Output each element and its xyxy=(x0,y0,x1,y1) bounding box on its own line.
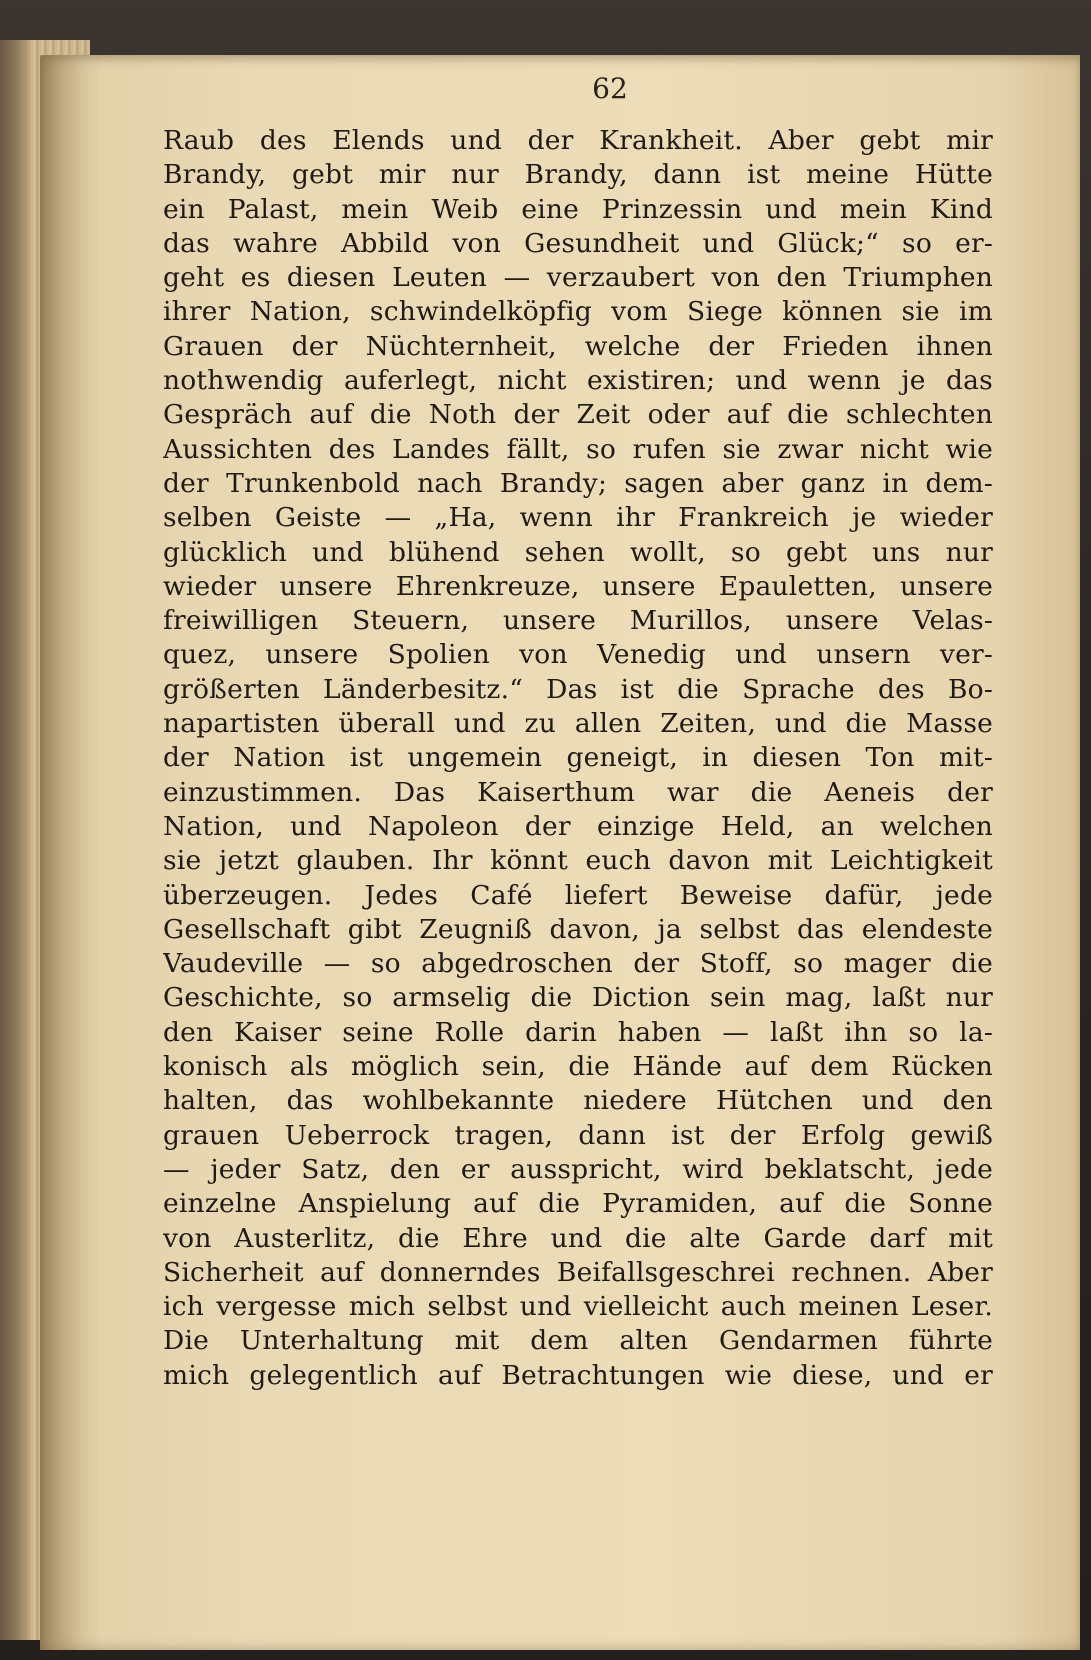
text-line: einzustimmen. Das Kaiserthum war die Aeneis der xyxy=(163,776,993,808)
text-line: — jeder Satz, den er ausspricht, wird beklatscht, jede xyxy=(163,1153,993,1185)
text-line: Vaudeville — so abgedroschen der Stoff, so mager die xyxy=(163,948,993,980)
text-line: freiwilligen Steuern, unsere Murillos, unsere Velas- xyxy=(163,605,993,637)
text-line: halten, das wohlbekannte niedere Hütchen und den xyxy=(163,1085,993,1117)
body-text xyxy=(163,124,993,1393)
text-line: Sicherheit auf donnerndes Beifallsgeschrei rechnen. Aber xyxy=(163,1256,993,1288)
text-line: grauen Ueberrock tragen, dann ist der Erfolg gewiß xyxy=(163,1119,993,1151)
text-line: größerten Länderbesitz.“ Das ist die Sprache des Bo- xyxy=(163,673,993,705)
text-line: einzelne Anspielung auf die Pyramiden, auf die Sonne xyxy=(163,1188,993,1220)
text-line: Gespräch auf die Noth der Zeit oder auf die schlechten xyxy=(163,399,993,431)
text-line: nothwendig auferlegt, nicht existiren; und wenn je das xyxy=(163,365,993,397)
text-line: geht es diesen Leuten — verzaubert von den Triumphen xyxy=(163,262,993,294)
text-line: selben Geiste — „Ha, wenn ihr Frankreich je wieder xyxy=(163,502,993,534)
book-spine xyxy=(0,40,28,1640)
text-line: Nation, und Napoleon der einzige Held, an welchen xyxy=(163,810,993,842)
text-line: ein Palast, mein Weib eine Prinzessin und mein Kind xyxy=(163,193,993,225)
text-line: quez, unsere Spolien von Venedig und unsern ver- xyxy=(163,639,993,671)
text-line: das wahre Abbild von Gesundheit und Glück;“ so er- xyxy=(163,227,993,259)
text-line: der Nation ist ungemein geneigt, in diesen Ton mit- xyxy=(163,742,993,774)
text-line: Die Unterhaltung mit dem alten Gendarmen führte xyxy=(163,1325,993,1357)
text-line: Grauen der Nüchternheit, welche der Frieden ihnen xyxy=(163,330,993,362)
text-line: napartisten überall und zu allen Zeiten, und die Masse xyxy=(163,708,993,740)
text-line: den Kaiser seine Rolle darin haben — laßt ihn so la- xyxy=(163,1016,993,1048)
page-number: 62 xyxy=(592,72,628,105)
text-line: konisch als möglich sein, die Hände auf dem Rücken xyxy=(163,1051,993,1083)
page-gutter xyxy=(40,55,100,1650)
text-line: Raub des Elends und der Krankheit. Aber gebt mir xyxy=(163,125,993,156)
text-line: Aussichten des Landes fällt, so rufen sie zwar nicht wie xyxy=(163,433,993,465)
text-line: glücklich und blühend sehen wollt, so gebt uns nur xyxy=(163,536,993,568)
text-line: Brandy, gebt mir nur Brandy, dann ist meine Hütte xyxy=(163,159,993,191)
text-line: wieder unsere Ehrenkreuze, unsere Epauletten, unsere xyxy=(163,570,993,602)
text-line: Gesellschaft gibt Zeugniß davon, ja selbst das elendeste xyxy=(163,913,993,945)
text-line: sie jetzt glauben. Ihr könnt euch davon mit Leichtigkeit xyxy=(163,845,993,877)
text-line: mich gelegentlich auf Betrachtungen wie diese, und er xyxy=(163,1359,993,1391)
text-line: von Austerlitz, die Ehre und die alte Garde darf mit xyxy=(163,1222,993,1254)
text-line: Geschichte, so armselig die Diction sein mag, laßt nur xyxy=(163,982,993,1014)
text-line: ich vergesse mich selbst und vielleicht auch meinen Leser. xyxy=(163,1291,993,1323)
text-line: ihrer Nation, schwindelköpfig vom Siege können sie im xyxy=(163,296,993,328)
text-line: überzeugen. Jedes Café liefert Beweise dafür, jede xyxy=(163,879,993,911)
text-line: der Trunkenbold nach Brandy; sagen aber ganz in dem- xyxy=(163,467,993,499)
